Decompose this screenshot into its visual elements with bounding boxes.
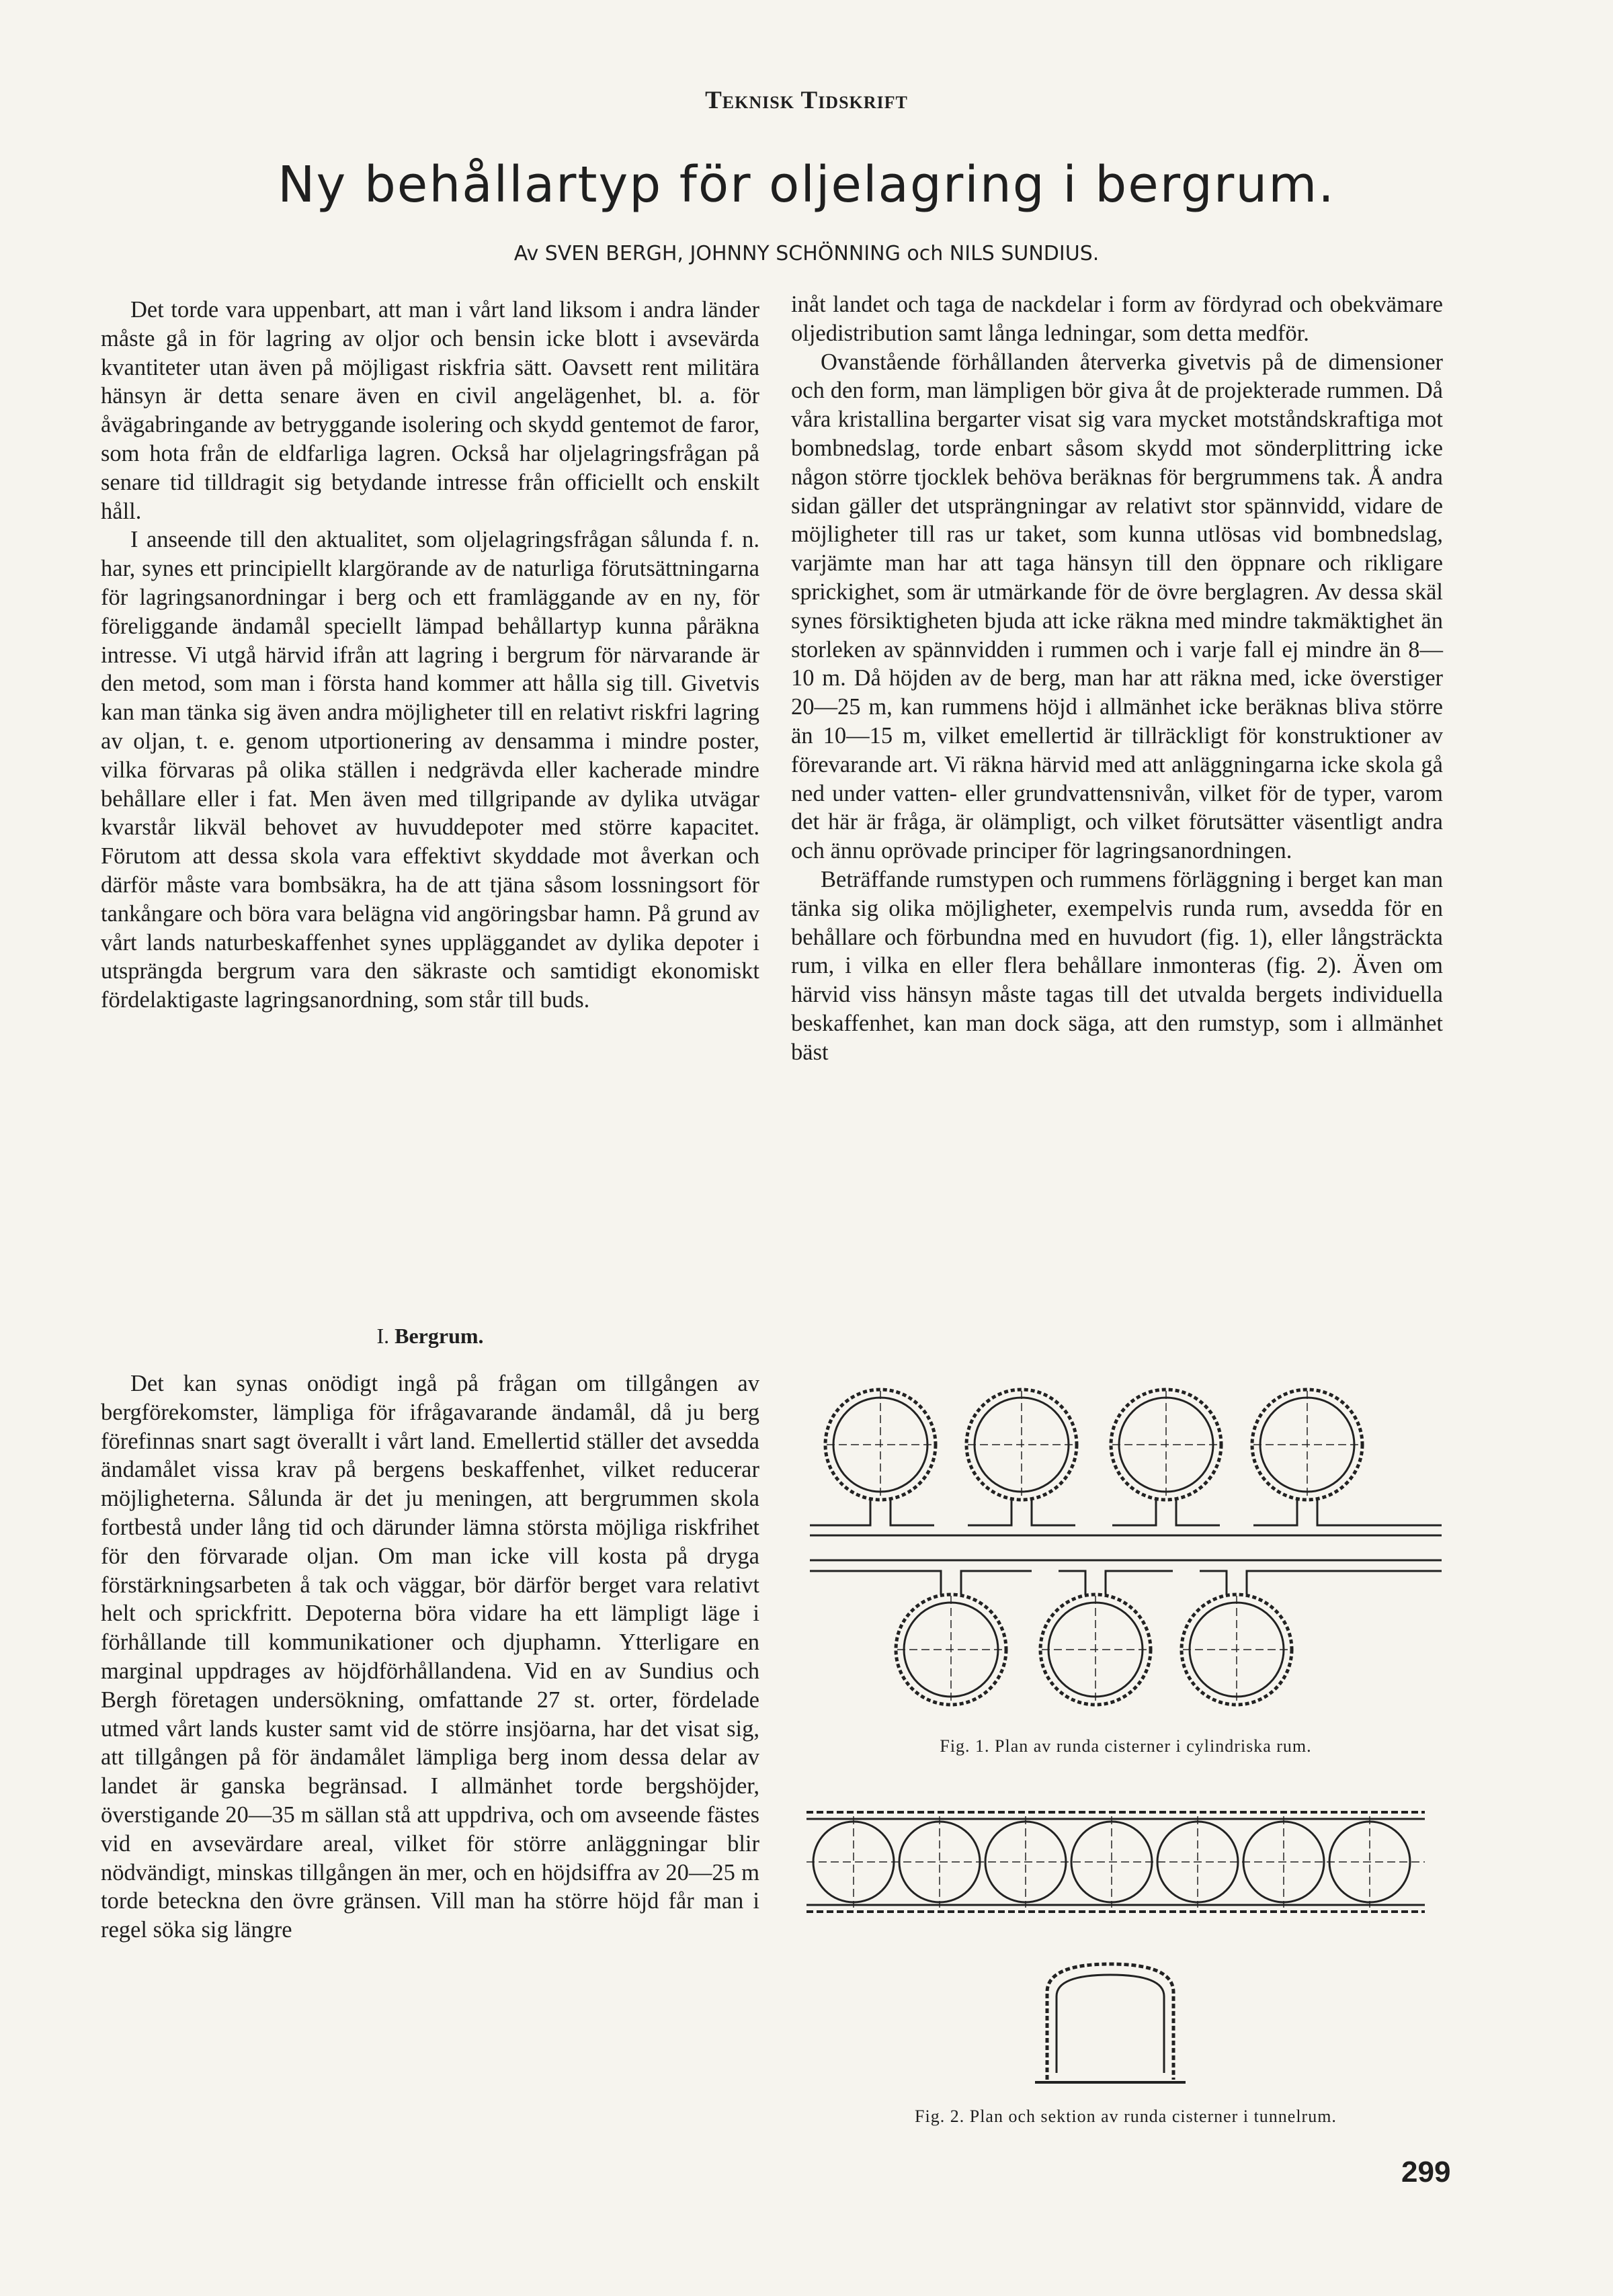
page-number: 299 [1401, 2156, 1451, 2188]
article-authors: Av SVEN BERGH, JOHNNY SCHÖNNING och NILS SUNDIUS. [513, 242, 1100, 265]
section-heading [101, 1324, 759, 1349]
section-title: Bergrum. [395, 1324, 484, 1348]
journal-name: Teknisk Tidskrift [705, 87, 908, 114]
paragraph: Beträffande rumstypen och rummens förläggning i berget kan man tänka sig olika möjligheter, exempelvis runda rum, avsedda för en behållare och förbundna med en huvudort (fig. 1), eller långsträckta rum, i vilka en eller flera behållare inmonteras (fig. 2). Även om härvid viss hänsyn måste tagas till det utvalda bergets individuella beskaffenhet, kan man dock säga, att den rumstyp, som i allmänhet bäst [791, 866, 1443, 1065]
figure-1-caption: Fig. 1. Plan av runda cisterner i cylindriska rum. [940, 1736, 1312, 1756]
figure-2-diagram [806, 1804, 1425, 2100]
upper-chamber-1 [810, 1390, 936, 1525]
paragraph: I anseende till den aktualitet, som oljelagringsfrågan sålunda f. n. har, synes ett principiellt klargörande av de naturliga förutsättningarna för lagringsanordningar i berg och ett framläggande av en ny, för föreliggande ändamål speciellt lämpad behållartyp kunna påräkna intresse. Vi utgå härvid ifrån att lagring i bergrum för närvarande är den metod, som man i första hand kommer att hålla sig till. Givetvis kan man tänka sig även andra möjligheter till en relativt riskfri lagring av oljan, t. e. genom utportionering av densamma i mindre poster, vilka förvaras på olika ställen i nedgrävda eller kacherade mindre behållare eller i fat. Men även med tillgripande av dylika utvägar kvarstår likväl behovet av huvuddepoter med större kapacitet. Förutom att dessa skola vara effektivt skyddade mot åverkan och därför måste vara bombsäkra, ha de att tjäna såsom lossningsort för tankångare och böra vara belägna vid angöringsbar hamn. På grund av vårt lands naturbeskaffenhet synes uppläggandet av dylika depoter i utsprängda bergrum vara den säkraste och samtidigt ekonomiskt fördelaktigaste lagringsanordning, som står till buds. [101, 527, 759, 1013]
article-title: Ny behållartyp för oljelagring i bergrum. [278, 156, 1335, 214]
paragraph: Det torde vara uppenbart, att man i vårt land liksom i andra länder måste gå in för lagring av oljor och bensin icke blott i avsevärda kvantiteter utan även på möjligast riskfria sätt. Oavsett rent militära hänsyn är detta senare även en civil angelägenhet, bl. a. för åvägabringande av betryggande isolering och skydd gentemot de faror, som hota från de eldfarliga lagren. Också har oljelagringsfrågan på senare tid tilldragit sig betydande intresse från officiellt och enskilt håll. [101, 297, 759, 524]
left-column-continued [101, 1369, 759, 1945]
upper-chamber-3 [1111, 1390, 1221, 1525]
upper-chamber-4 [1252, 1390, 1442, 1525]
left-column [101, 296, 759, 1015]
right-column [791, 290, 1443, 1067]
lower-chamber-3 [1182, 1571, 1442, 1705]
tunnel-section [1035, 1964, 1186, 2082]
upper-chamber-2 [966, 1390, 1077, 1525]
figure-1-diagram [810, 1384, 1442, 1707]
paragraph: Det kan synas onödigt ingå på frågan om tillgången av bergförekomster, lämpliga för ifrågavarande ändamål, då ju berg förefinnas snart sagt överallt i vårt land. Emellertid ställer det avsedda ändamålet vissa krav på bergens beskaffenhet, vilket reducerar möjligheterna. Sålunda är det ju meningen, att bergrummen skola fortbestå under lång tid och därunder lämna största möjliga riskfrihet för den förvarade oljan. Om man icke vill kosta på dryga förstärkningsarbeten å tak och väggar, bör därför berget vara relativt helt och sprickfritt. Depoterna böra vidare ha ett lämpligt läge i förhållande till kommunikationer och djuphamn. Ytterligare en marginal uppdrages av höjdförhållandena. Vid en av Sundius och Bergh företagen undersökning, omfattande 27 st. orter, fördelade utmed vårt lands kuster samt vid de större insjöarna, har det visat sig, att tillgången på för ändamålet lämpliga berg inom dessa delar av landet är ganska begränsad. I allmänhet torde bergshöjder, överstigande 20—35 m sällan stå att uppdriva, och om avseende fästes vid en avsevärdare areal, vilket för större anläggningar blir nödvändigt, minskas tillgången än mer, och en höjdsiffra av 20—25 m torde beteckna den övre gränsen. Vill man ha större höjd får man i regel söka sig längre [101, 1371, 759, 1943]
paragraph: inåt landet och taga de nackdelar i form av fördyrad och obekvämare oljedistribution samt långa ledningar, som detta medför. [791, 292, 1443, 346]
section-number: I. [376, 1324, 390, 1348]
lower-chamber-1 [810, 1571, 1032, 1705]
figure-2-caption: Fig. 2. Plan och sektion av runda cisterner i tunnelrum. [915, 2107, 1337, 2126]
paragraph: Ovanstående förhållanden återverka givetvis på de dimensioner och den form, man lämpligen bör giva åt de projekterade rummen. Då våra kristallina bergarter visat sig vara mycket motståndskraftiga mot bombnedslag, torde enbart såsom skydd mot sönderplittring icke någon större tjocklek behöva beräknas för bergrummens tak. Å andra sidan gäller det utsprängningar av relativt stor spännvidd, vidare de möjligheter till ras ur taket, som kunna utlösas vid bombnedslag, varjämte man har att taga hänsyn till den öppnare och rikligare sprickighet, som är utmärkande för de övre berglagren. Av dessa skäl synes försiktigheten bjuda att icke räkna med mindre takmäktighet än storleken av spännvidden i rummen och i varje fall ej mindre än 8—10 m. Då höjden av de berg, man har att räkna med, icke överstiger 20—25 m, kan rummens höjd i allmänhet icke beräknas bliva större än 10—15 m, vilket emellertid är tillräckligt för konstruktioner av förevarande art. Vi räkna härvid med att anläggningarna icke skola gå ned under vatten- eller grundvattensnivån, vilket för de typer, varom det här är fråga, är olämpligt, och vilket förutsätter väsentligt andra och ännu oprövade principer för lagringsanordningen. [791, 349, 1443, 864]
lower-chamber-2 [1040, 1571, 1173, 1705]
